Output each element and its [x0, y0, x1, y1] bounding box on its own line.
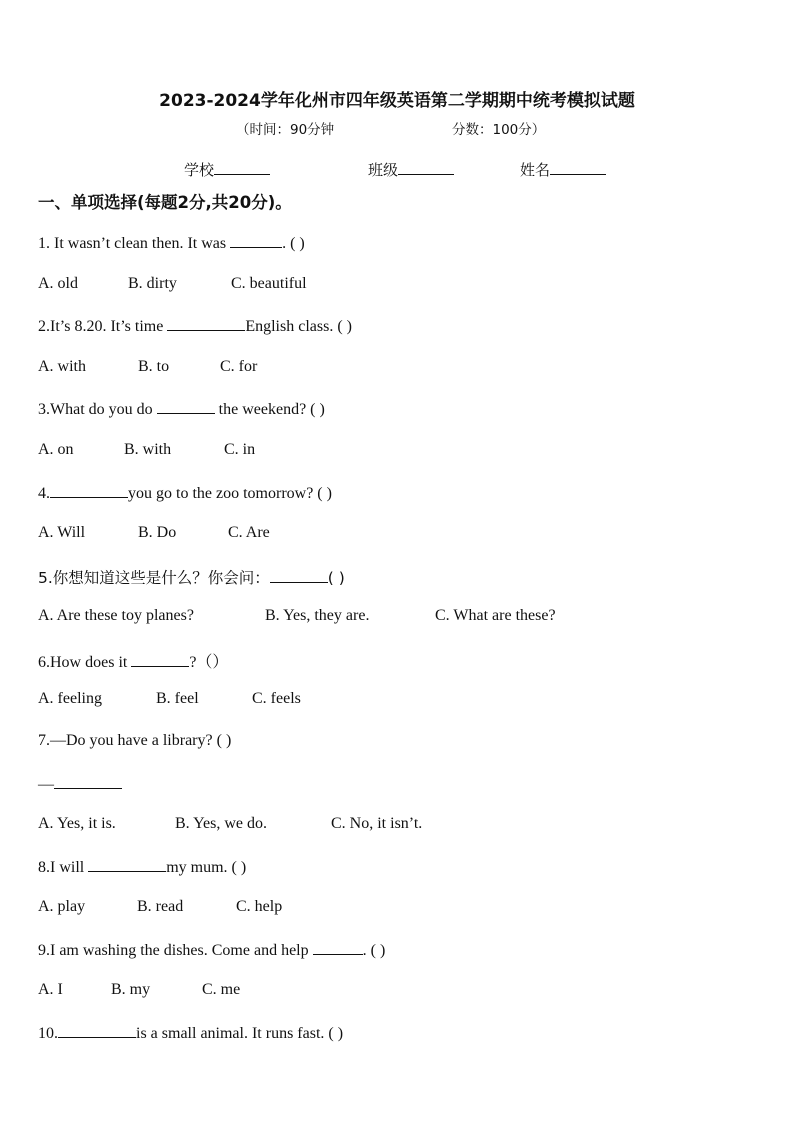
question-5: 5.你想知道这些是什么？你会问： ( ): [38, 569, 345, 587]
answer-blank[interactable]: [157, 399, 215, 414]
option-9a[interactable]: A. I: [38, 981, 63, 998]
page-title: 2023-2024学年化州市四年级英语第二学期期中统考模拟试题: [159, 91, 635, 111]
option-8c[interactable]: C. help: [236, 898, 283, 915]
option-3c[interactable]: C. in: [224, 441, 256, 458]
answer-blank[interactable]: [167, 316, 245, 331]
option-2c[interactable]: C. for: [220, 358, 258, 375]
option-2a[interactable]: A. with: [38, 358, 86, 375]
option-8a[interactable]: A. play: [38, 898, 86, 915]
option-4c[interactable]: C. Are: [228, 524, 270, 541]
question-8: 8.I will my mum. ( ): [38, 859, 247, 876]
answer-blank[interactable]: [270, 568, 328, 583]
option-3b[interactable]: B. with: [124, 441, 172, 458]
option-5b[interactable]: B. Yes, they are.: [265, 607, 370, 624]
question-9: 9.I am washing the dishes. Come and help . ( ): [38, 942, 386, 959]
class-field: [368, 159, 454, 180]
option-6a[interactable]: A. feeling: [38, 690, 102, 707]
option-7b[interactable]: B. Yes, we do.: [175, 815, 268, 832]
name-blank[interactable]: [550, 160, 606, 175]
section-heading: 一、单项选择(每题2分,共20分)。: [38, 193, 292, 212]
question-2: 2.It’s 8.20. It’s time English class. ( ): [38, 318, 352, 335]
option-9b[interactable]: B. my: [111, 981, 151, 998]
option-8b[interactable]: B. read: [137, 898, 184, 915]
exam-time: （时间：90分钟: [236, 122, 335, 138]
option-5c[interactable]: C. What are these?: [435, 607, 556, 624]
option-1b[interactable]: B. dirty: [128, 275, 177, 292]
question-7-answer-line: —: [38, 774, 122, 794]
school-field: [184, 159, 270, 180]
option-1c[interactable]: C. beautiful: [231, 275, 307, 292]
option-9c[interactable]: C. me: [202, 981, 241, 998]
question-6: 6.How does it ?（）: [38, 654, 229, 671]
question-1: 1. It wasn’t clean then. It was . ( ): [38, 235, 305, 252]
answer-blank[interactable]: [58, 1023, 136, 1038]
option-1a[interactable]: A. old: [38, 275, 78, 292]
answer-blank[interactable]: [313, 940, 363, 955]
school-blank[interactable]: [214, 160, 270, 175]
option-6b[interactable]: B. feel: [156, 690, 199, 707]
question-4: 4. you go to the zoo tomorrow? ( ): [38, 485, 332, 502]
answer-blank[interactable]: [54, 774, 122, 789]
name-field: [520, 159, 606, 180]
option-7a[interactable]: A. Yes, it is.: [38, 815, 116, 832]
option-6c[interactable]: C. feels: [252, 690, 301, 707]
option-7c[interactable]: C. No, it isn’t.: [331, 815, 423, 832]
option-2b[interactable]: B. to: [138, 358, 170, 375]
class-blank[interactable]: [398, 160, 454, 175]
exam-score: 分数：100分）: [452, 122, 546, 138]
answer-blank[interactable]: [131, 652, 189, 667]
school-label: 学校: [184, 161, 215, 179]
answer-blank[interactable]: [230, 233, 282, 248]
option-5a[interactable]: A. Are these toy planes?: [38, 607, 194, 624]
class-label: 班级: [368, 161, 399, 179]
option-4b[interactable]: B. Do: [138, 524, 177, 541]
answer-blank[interactable]: [88, 857, 166, 872]
question-3: 3.What do you do the weekend? ( ): [38, 401, 325, 418]
question-10: 10. is a small animal. It runs fast. ( ): [38, 1025, 344, 1042]
question-7: 7.—Do you have a library? ( ): [38, 732, 232, 749]
answer-blank[interactable]: [50, 483, 128, 498]
name-label: 姓名: [520, 161, 551, 179]
option-4a[interactable]: A. Will: [38, 524, 86, 541]
option-3a[interactable]: A. on: [38, 441, 74, 458]
